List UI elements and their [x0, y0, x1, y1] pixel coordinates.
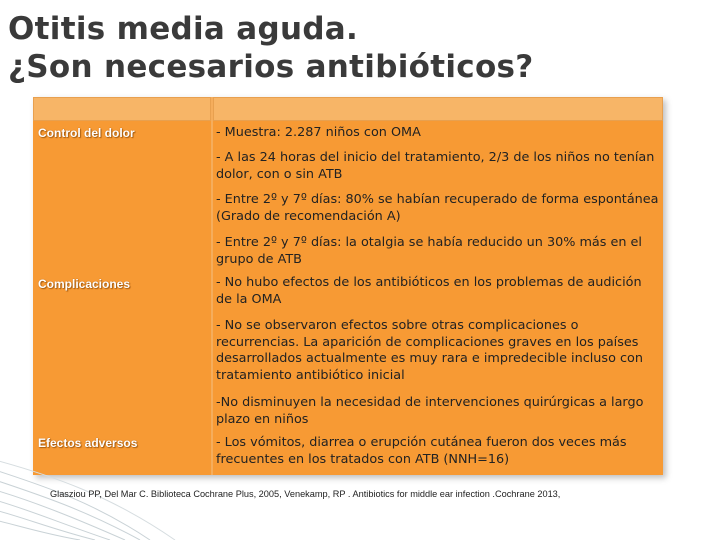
finding-vomiting-diarrhea: - Los vómitos, diarrea o erupción cutánea fueron dos veces más frecuentes en los tratados con ATB (NNH=16)	[216, 435, 627, 467]
finding-surgical-interventions: -No disminuyen la necesidad de intervenciones quirúrgicas a largo plazo en niños	[216, 395, 644, 427]
header-cell-left	[33, 97, 211, 121]
finding-otalgia-reduction: - Entre 2º y 7º días: la otalgia se había reducido un 30% más en el grupo de ATB	[216, 235, 642, 267]
title-line-1: Otitis media aguda.	[8, 11, 359, 47]
reference-citation: Glasziou PP, Del Mar C. Biblioteca Cochrane Plus, 2005, Venekamp, RP . Antibiotics for middle ear infection .Cochrane 2013,	[50, 489, 561, 499]
finding-other-complications: - No se observaron efectos sobre otras complicaciones o recurrencias. La aparición de complicaciones graves en los países desarrollados actualmente es muy rara e impredecible incluso con tratamiento antibiótico inicial	[216, 318, 643, 383]
finding-spontaneous-recovery: - Entre 2º y 7º días: 80% se habían recuperado de forma espontánea (Grado de recomendación A)	[216, 192, 659, 224]
column-divider	[211, 97, 213, 475]
finding-hearing-problems: - No hubo efectos de los antibióticos en los problemas de audición de la OMA	[216, 275, 642, 307]
finding-24h-pain: - A las 24 horas del inicio del tratamiento, 2/3 de los niños no tenían dolor, con o sin ATB	[216, 150, 655, 182]
title-line-2: ¿Son necesarios antibióticos?	[8, 49, 534, 85]
row-label-adverse-effects: Efectos adversos	[38, 436, 138, 450]
slide-title	[8, 10, 534, 86]
row-label-pain-control: Control del dolor	[38, 126, 135, 140]
row-label-complications: Complicaciones	[38, 277, 131, 291]
finding-sample-size: - Muestra: 2.287 niños con OMA	[216, 125, 421, 140]
evidence-table	[33, 97, 663, 475]
header-cell-right	[213, 97, 663, 121]
